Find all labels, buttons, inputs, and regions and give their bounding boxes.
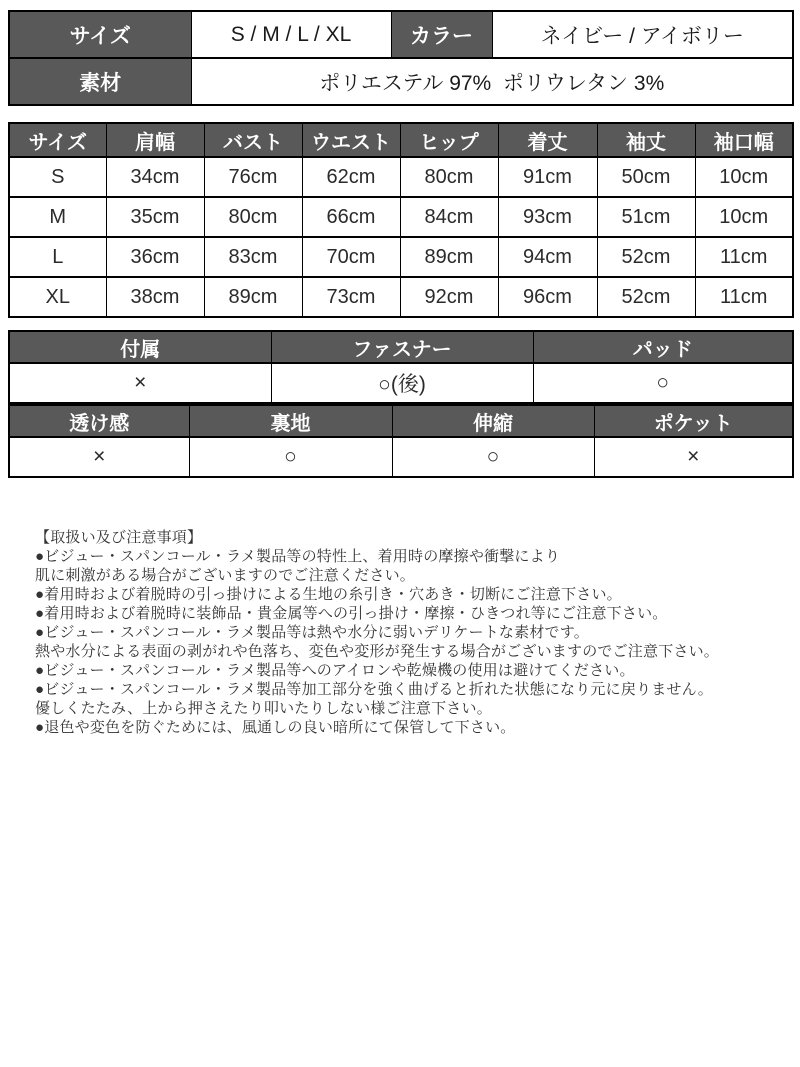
cell: XL xyxy=(9,277,106,317)
cell: 91cm xyxy=(498,157,597,197)
cell: 76cm xyxy=(204,157,302,197)
col-header-sheerness: 透け感 xyxy=(9,405,189,437)
cell: 52cm xyxy=(597,277,695,317)
cell: 10cm xyxy=(695,197,793,237)
care-line: ●着用時および着脱時の引っ掛けによる生地の糸引き・穴あき・切断にご注意下さい。 xyxy=(35,586,622,603)
cell: 34cm xyxy=(106,157,204,197)
cell: 52cm xyxy=(597,237,695,277)
col-header-cuff: 袖口幅 xyxy=(695,123,793,157)
col-header-hip: ヒップ xyxy=(400,123,498,157)
care-line: ●退色や変色を防ぐためには、風通しの良い暗所にて保管して下さい。 xyxy=(35,719,516,736)
color-label: カラー xyxy=(391,11,492,58)
sheerness-value: × xyxy=(9,437,189,477)
features1-value-row xyxy=(9,363,793,403)
cell: 93cm xyxy=(498,197,597,237)
cell: 10cm xyxy=(695,157,793,197)
col-header-shoulder: 肩幅 xyxy=(106,123,204,157)
size-label: サイズ xyxy=(9,11,191,58)
cell: 51cm xyxy=(597,197,695,237)
care-line: ●ビジュー・スパンコール・ラメ製品等加工部分を強く曲げると折れた状態になり元に戻りません。 xyxy=(35,681,713,698)
features1-header-row xyxy=(9,331,793,363)
features-table-1 xyxy=(8,330,794,404)
size-chart-header-row xyxy=(9,123,793,157)
cell: 84cm xyxy=(400,197,498,237)
care-line: ●ビジュー・スパンコール・ラメ製品等の特性上、着用時の摩擦や衝撃により xyxy=(35,548,561,565)
col-header-pocket: ポケット xyxy=(594,405,793,437)
features2-header-row xyxy=(9,405,793,437)
col-header-stretch: 伸縮 xyxy=(392,405,594,437)
size-row-l xyxy=(9,237,793,277)
features-table-2 xyxy=(8,404,794,478)
lining-value: ○ xyxy=(189,437,392,477)
care-line: 肌に刺激がある場合がございますのでご注意ください。 xyxy=(35,567,416,584)
cell: 89cm xyxy=(400,237,498,277)
care-line: 優しくたたみ、上から押さえたり叩いたりしない様ご注意下さい。 xyxy=(35,700,492,717)
accessory-value: × xyxy=(9,363,271,403)
care-line: ●着用時および着脱時に装飾品・貴金属等への引っ掛け・摩擦・ひきつれ等にご注意下さい。 xyxy=(35,605,668,622)
cell: 36cm xyxy=(106,237,204,277)
pad-value: ○ xyxy=(533,363,793,403)
cell: 66cm xyxy=(302,197,400,237)
cell: 92cm xyxy=(400,277,498,317)
cell: 11cm xyxy=(695,237,793,277)
cell: 35cm xyxy=(106,197,204,237)
material-label: 素材 xyxy=(9,58,191,105)
cell: 94cm xyxy=(498,237,597,277)
fastener-value: ○(後) xyxy=(271,363,533,403)
col-header-size: サイズ xyxy=(9,123,106,157)
col-header-length: 着丈 xyxy=(498,123,597,157)
cell: M xyxy=(9,197,106,237)
care-notes-title: 【取扱い及び注意事項】 xyxy=(35,529,203,546)
cell: 83cm xyxy=(204,237,302,277)
size-value: S / M / L / XL xyxy=(191,11,391,58)
cell: 50cm xyxy=(597,157,695,197)
care-line: 熱や水分による表面の剥がれや色落ち、変色や変形が発生する場合がございますのでご注意下さい。 xyxy=(35,643,720,660)
cell: 62cm xyxy=(302,157,400,197)
cell: 38cm xyxy=(106,277,204,317)
care-notes xyxy=(8,528,792,737)
cell: 70cm xyxy=(302,237,400,277)
col-header-accessory: 付属 xyxy=(9,331,271,363)
cell: L xyxy=(9,237,106,277)
col-header-bust: バスト xyxy=(204,123,302,157)
info-row-size-color xyxy=(9,11,793,58)
col-header-waist: ウエスト xyxy=(302,123,400,157)
product-info-table xyxy=(8,10,794,106)
cell: 80cm xyxy=(204,197,302,237)
col-header-pad: パッド xyxy=(533,331,793,363)
material-value: ポリエステル 97% ポリウレタン 3% xyxy=(191,58,793,105)
cell: 89cm xyxy=(204,277,302,317)
size-row-xl xyxy=(9,277,793,317)
cell: 96cm xyxy=(498,277,597,317)
col-header-sleeve: 袖丈 xyxy=(597,123,695,157)
col-header-lining: 裏地 xyxy=(189,405,392,437)
care-line: ●ビジュー・スパンコール・ラメ製品等は熱や水分に弱いデリケートな素材です。 xyxy=(35,624,589,641)
cell: S xyxy=(9,157,106,197)
cell: 80cm xyxy=(400,157,498,197)
color-value: ネイビー / アイボリー xyxy=(492,11,793,58)
size-chart-table xyxy=(8,122,794,318)
size-row-s xyxy=(9,157,793,197)
cell: 73cm xyxy=(302,277,400,317)
size-row-m xyxy=(9,197,793,237)
pocket-value: × xyxy=(594,437,793,477)
stretch-value: ○ xyxy=(392,437,594,477)
info-row-material xyxy=(9,58,793,105)
col-header-fastener: ファスナー xyxy=(271,331,533,363)
care-line: ●ビジュー・スパンコール・ラメ製品等へのアイロンや乾燥機の使用は避けてください。 xyxy=(35,662,635,679)
cell: 11cm xyxy=(695,277,793,317)
features2-value-row xyxy=(9,437,793,477)
